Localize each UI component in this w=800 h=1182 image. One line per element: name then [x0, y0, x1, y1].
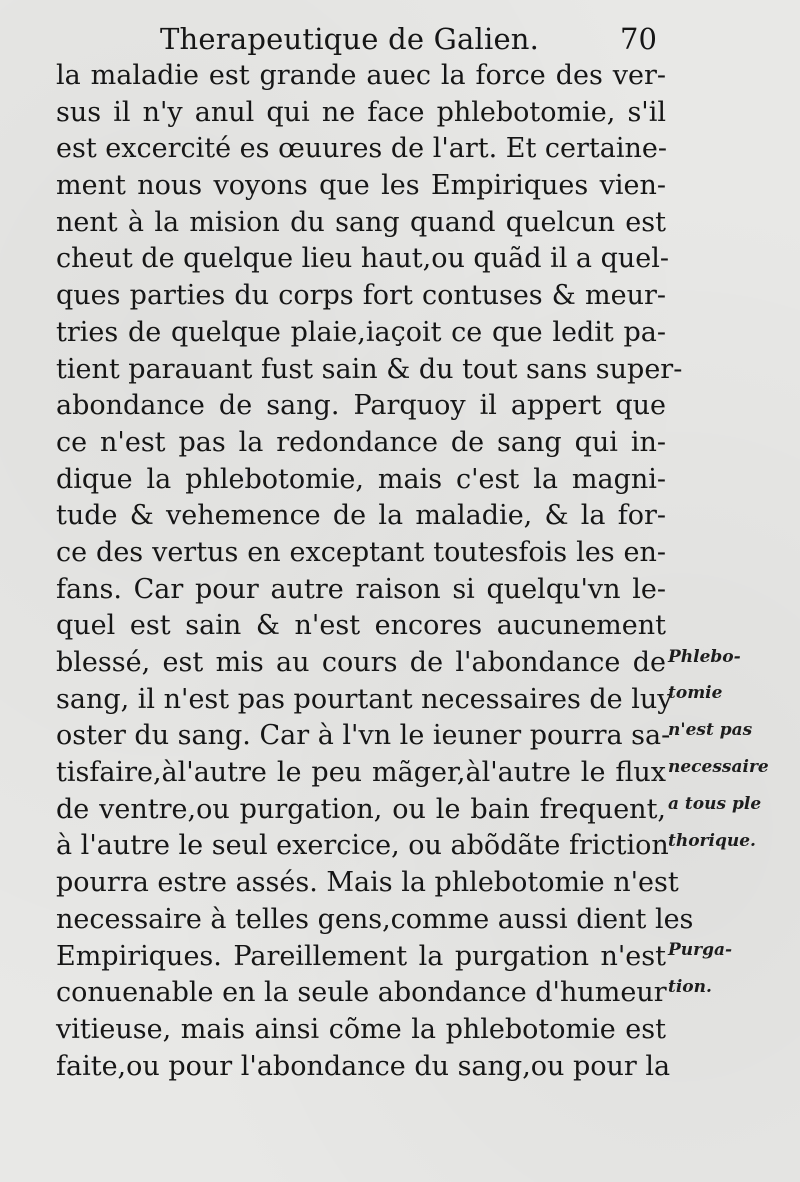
- margin-note: Purga-: [668, 940, 733, 960]
- text-line: necessaire à telles gens,comme aussi dient les: [56, 903, 694, 935]
- text-line: ce n'est pas la redondance de sang qui in-: [56, 426, 666, 458]
- text-line: ques parties du corps fort contuses & meur-: [56, 280, 666, 312]
- text-line: tude & vehemence de la maladie, & la for-: [56, 500, 666, 532]
- text-line: vitieuse, mais ainsi cõme la phlebotomie est: [56, 1013, 666, 1045]
- text-line: dique la phlebotomie, mais c'est la magni-: [56, 463, 666, 495]
- margin-note: tomie: [668, 683, 723, 703]
- page-number: 70: [620, 22, 657, 56]
- text-line: tries de quelque plaie,iaçoit ce que ledit pa-: [56, 316, 666, 348]
- text-line: sang, il n'est pas pourtant necessaires de luy: [56, 683, 673, 715]
- text-line: la maladie est grande auec la force des ver-: [56, 60, 666, 91]
- margin-note: Phlebo-: [668, 647, 741, 667]
- text-line: tisfaire,àl'autre le peu mãger,àl'autre le flux: [56, 757, 666, 789]
- running-title: Therapeutique de Galien.: [160, 22, 540, 56]
- text-line: oster du sang. Car à l'vn le ieuner pourra sa-: [56, 720, 671, 752]
- page-header: [160, 22, 660, 62]
- text-line: cheut de quelque lieu haut,ou quãd il a quel-: [56, 243, 670, 275]
- text-line: conuenable en la seule abondance d'humeur: [56, 977, 667, 1009]
- text-line: de ventre,ou purgation, ou le bain frequent,: [56, 793, 666, 825]
- margin-note: thorique.: [668, 831, 756, 851]
- text-line: à l'autre le seul exercice, ou abõdãte friction: [56, 830, 669, 862]
- body-text: [56, 58, 694, 1085]
- text-line: quel est sain & n'est encores aucunement: [56, 610, 666, 642]
- text-line: pourra estre assés. Mais la phlebotomie n'est: [56, 867, 679, 899]
- text-line: sus il n'y anul qui ne face phlebotomie, s'il: [56, 96, 666, 128]
- text-line: Empiriques. Pareillement la purgation n'est: [56, 940, 666, 972]
- text-line: nent à la mision du sang quand quelcun est: [56, 206, 666, 238]
- text-line: fans. Car pour autre raison si quelqu'vn le-: [56, 573, 666, 605]
- text-line: faite,ou pour l'abondance du sang,ou pour la: [56, 1050, 671, 1082]
- text-line: est excercité es œuures de l'art. Et certaine-: [56, 133, 668, 165]
- text-line: ment nous voyons que les Empiriques vien-: [56, 170, 666, 202]
- text-line: abondance de sang. Parquoy il appert que: [56, 390, 666, 422]
- margin-note: a tous ple: [668, 794, 762, 814]
- margin-note: necessaire: [668, 757, 769, 777]
- text-line: ce des vertus en exceptant toutesfois les en-: [56, 536, 666, 568]
- margin-note: n'est pas: [668, 720, 753, 740]
- text-line: blessé, est mis au cours de l'abondance de: [56, 647, 666, 678]
- text-line: tient parauant fust sain & du tout sans super-: [56, 353, 683, 385]
- margin-note: tion.: [668, 977, 712, 997]
